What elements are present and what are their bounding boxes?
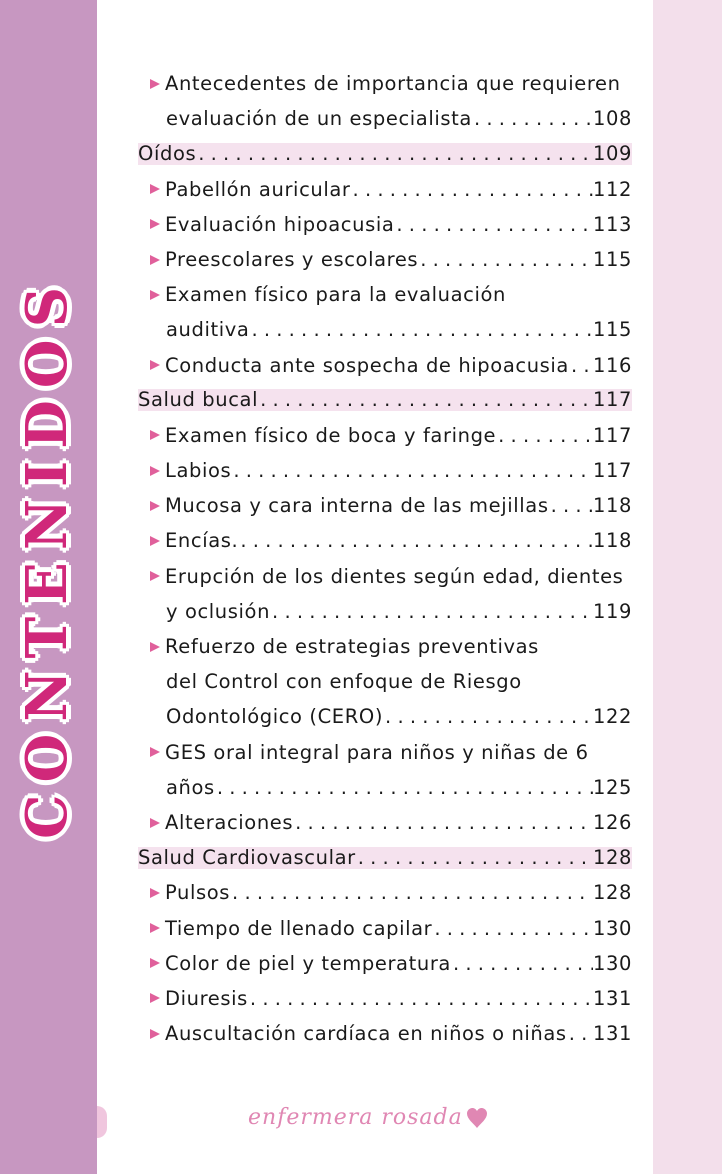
decorative-semicircle: [97, 1106, 107, 1138]
dot-leader: [258, 389, 593, 411]
toc-page-number: 115: [592, 247, 632, 271]
toc-entry-row: [138, 559, 632, 594]
toc-entry-label: auditiva: [166, 318, 250, 342]
toc-page-number: 108: [592, 107, 632, 131]
dot-leader: [230, 875, 593, 910]
toc-page-number: 130: [592, 916, 632, 940]
triangle-bullet-icon: [150, 993, 160, 1003]
toc-entry-label: del Control con enfoque de Riesgo: [166, 670, 522, 694]
toc-page-number: 119: [592, 599, 632, 623]
table-of-contents: [138, 66, 632, 1051]
toc-page-number: 131: [592, 1022, 632, 1046]
toc-page-number: 128: [592, 845, 632, 869]
toc-entry-label: Encías.: [165, 529, 239, 553]
toc-entry-label: Pabellón auricular: [165, 177, 351, 201]
triangle-bullet-icon: [150, 79, 160, 89]
toc-entry-row[interactable]: [138, 805, 632, 840]
toc-entry-row: [138, 277, 632, 312]
toc-entry-row[interactable]: [138, 1016, 632, 1051]
toc-section-row[interactable]: [138, 847, 632, 869]
toc-entry-row[interactable]: [138, 453, 632, 488]
triangle-bullet-icon: [150, 430, 160, 440]
dot-leader: [418, 242, 593, 277]
dot-leader: [249, 312, 593, 347]
triangle-bullet-icon: [150, 466, 160, 476]
toc-entry-label: GES oral integral para niños y niñas de 6: [165, 740, 589, 764]
dot-leader: [248, 981, 593, 1016]
toc-entry-label: Preescolares y escolares: [165, 247, 419, 271]
toc-entry-label: Color de piel y temperatura: [165, 951, 451, 975]
toc-page-number: 130: [592, 951, 632, 975]
toc-entry-label: Examen físico de boca y faringe: [165, 423, 497, 447]
toc-entry-row[interactable]: [138, 207, 632, 242]
toc-entry-row[interactable]: [138, 418, 632, 453]
toc-page-number: 117: [592, 423, 632, 447]
toc-page-number: 117: [592, 459, 632, 483]
toc-entry-label: Alteraciones: [165, 810, 294, 834]
triangle-bullet-icon: [150, 219, 160, 229]
toc-entry-row[interactable]: [138, 981, 632, 1016]
toc-entry-row[interactable]: [138, 312, 632, 347]
triangle-bullet-icon: [150, 818, 160, 828]
triangle-bullet-icon: [150, 536, 160, 546]
toc-entry-label: Evaluación hipoacusia: [165, 212, 395, 236]
triangle-bullet-icon: [150, 360, 160, 370]
dot-leader: [567, 1016, 593, 1051]
toc-page-number: 128: [592, 881, 632, 905]
triangle-bullet-icon: [150, 290, 160, 300]
dot-leader: [196, 143, 593, 165]
triangle-bullet-icon: [150, 642, 160, 652]
toc-entry-label: Diuresis: [165, 986, 248, 1010]
toc-page-number: 109: [592, 141, 632, 165]
dot-leader: [231, 453, 593, 488]
dot-leader: [238, 523, 593, 558]
heart-icon: [465, 1106, 489, 1130]
triangle-bullet-icon: [150, 184, 160, 194]
toc-entry-row[interactable]: [138, 875, 632, 910]
triangle-bullet-icon: [150, 958, 160, 968]
triangle-bullet-icon: [150, 571, 160, 581]
dot-leader: [293, 805, 593, 840]
dot-leader: [549, 488, 593, 523]
toc-entry-label: Salud Cardiovascular: [138, 845, 356, 869]
toc-page-number: 118: [592, 494, 632, 518]
toc-section-row[interactable]: [138, 389, 632, 411]
triangle-bullet-icon: [150, 888, 160, 898]
footer-logo: [248, 1105, 489, 1130]
toc-page-number: 115: [592, 318, 632, 342]
toc-entry-row: [138, 66, 632, 101]
dot-leader: [569, 348, 593, 383]
toc-entry-row[interactable]: [138, 699, 632, 734]
toc-entry-row[interactable]: [138, 242, 632, 277]
toc-entry-row: [138, 664, 632, 699]
toc-entry-label: Auscultación cardíaca en niños o niñas: [165, 1022, 567, 1046]
toc-entry-label: Refuerzo de estrategias preventivas: [165, 635, 539, 658]
toc-page-number: 116: [592, 353, 632, 377]
triangle-bullet-icon: [150, 255, 160, 265]
dot-leader: [356, 847, 593, 869]
toc-entry-label: Conducta ante sospecha de hipoacusia: [165, 353, 569, 377]
toc-entry-label: Odontológico (CERO): [166, 705, 384, 729]
toc-entry-row[interactable]: [138, 488, 632, 523]
toc-page-number: 113: [592, 212, 632, 236]
toc-page-number: 112: [592, 177, 632, 201]
toc-entry-label: Tiempo de llenado capilar: [165, 916, 433, 940]
toc-entry-row[interactable]: [138, 101, 632, 136]
toc-page-number: 125: [592, 775, 632, 799]
toc-entry-row: [138, 629, 632, 664]
right-margin-strip: [653, 0, 722, 1174]
dot-leader: [451, 946, 593, 981]
toc-entry-row[interactable]: [138, 594, 632, 629]
toc-entry-row[interactable]: [138, 523, 632, 558]
toc-entry-row[interactable]: [138, 770, 632, 805]
dot-leader: [215, 770, 593, 805]
dot-leader: [351, 172, 593, 207]
toc-entry-label: Labios: [165, 459, 232, 483]
toc-entry-label: Salud bucal: [138, 388, 259, 412]
toc-entry-row[interactable]: [138, 348, 632, 383]
dot-leader: [472, 101, 593, 136]
sidebar: [0, 0, 97, 1174]
footer-brand-text: enfermera rosada: [248, 1105, 463, 1130]
toc-entry-label: y oclusión: [166, 599, 271, 623]
toc-page-number: 118: [592, 529, 632, 553]
toc-entry-label: Erupción de los dientes según edad, dientes: [165, 564, 624, 588]
toc-page-number: 117: [592, 388, 632, 412]
toc-page-number: 131: [592, 986, 632, 1010]
dot-leader: [432, 911, 593, 946]
triangle-bullet-icon: [150, 923, 160, 933]
toc-entry-label: evaluación de un especialista: [166, 107, 472, 131]
dot-leader: [496, 418, 593, 453]
toc-entry-row: [138, 735, 632, 770]
triangle-bullet-icon: [150, 501, 160, 511]
toc-entry-label: Examen físico para la evaluación: [165, 283, 506, 307]
toc-section-row[interactable]: [138, 143, 632, 165]
toc-page-number: 122: [592, 705, 632, 729]
dot-leader: [383, 699, 593, 734]
vertical-title: CONTENIDOS: [14, 274, 80, 840]
triangle-bullet-icon: [150, 747, 160, 757]
toc-entry-row[interactable]: [138, 946, 632, 981]
dot-leader: [394, 207, 593, 242]
toc-entry-label: Pulsos: [165, 881, 231, 905]
toc-page-number: 126: [592, 810, 632, 834]
toc-entry-label: años: [166, 775, 215, 799]
toc-entry-row[interactable]: [138, 172, 632, 207]
toc-entry-label: Antecedentes de importancia que requieren: [165, 72, 621, 95]
toc-entry-label: Oídos: [138, 141, 197, 165]
dot-leader: [270, 594, 593, 629]
toc-entry-row[interactable]: [138, 911, 632, 946]
triangle-bullet-icon: [150, 1029, 160, 1039]
toc-entry-label: Mucosa y cara interna de las mejillas: [165, 494, 549, 518]
